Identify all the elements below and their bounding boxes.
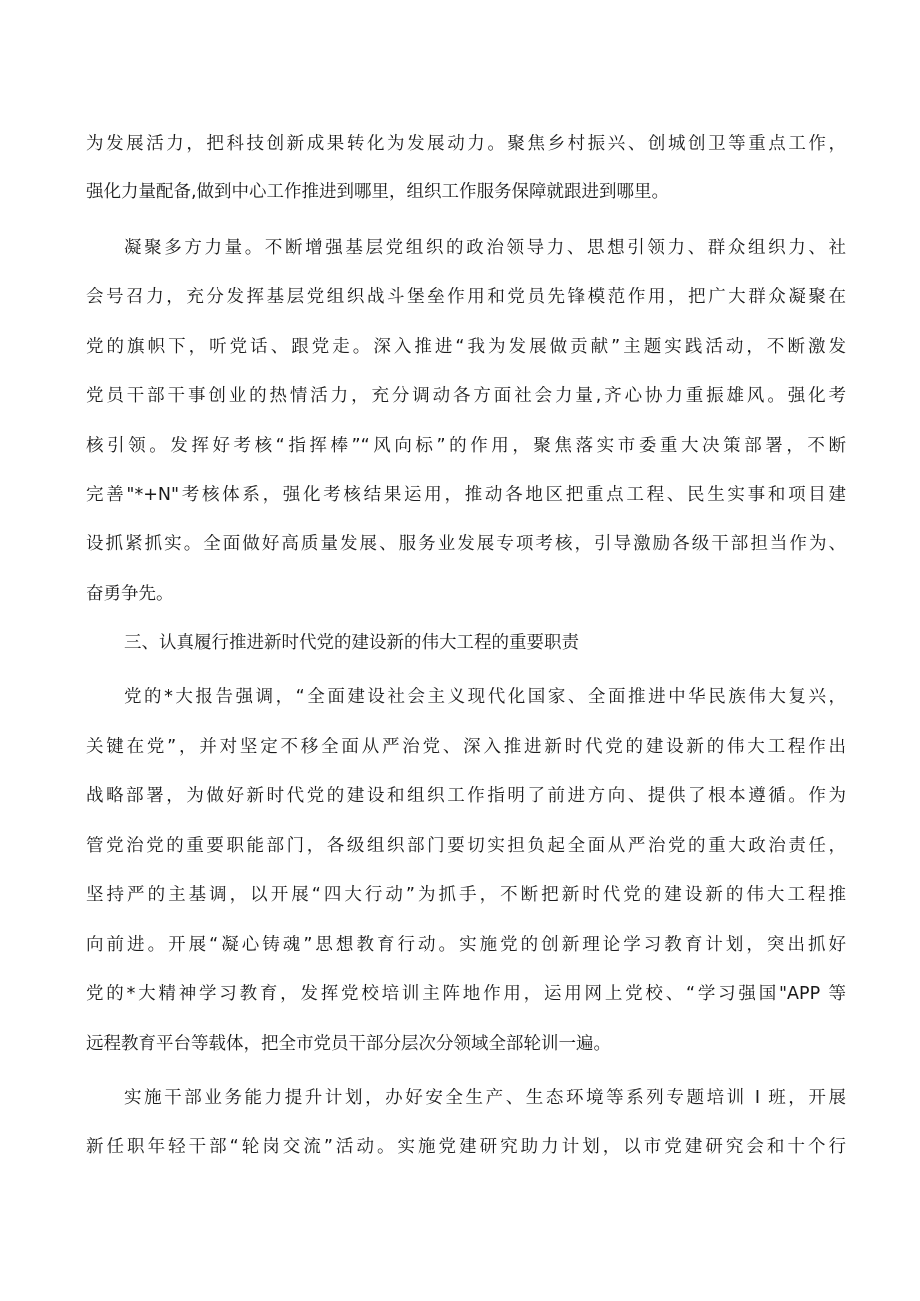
text-line: 战略部署，为做好新时代党的建设和组织工作指明了前进方向、提供了根本遵循。作为 xyxy=(86,786,846,806)
text-line: 核引领。发挥好考核“指挥棒”“风向标”的作用，聚焦落实市委重大决策部署，不断 xyxy=(86,436,846,456)
text-line: 设抓紧抓实。全面做好高质量发展、服务业发展专项考核，引导激励各级干部担当作为、 xyxy=(86,534,846,554)
section-heading: 三、认真履行推进新时代党的建设新的伟大工程的重要职责 xyxy=(124,633,579,653)
text-line: 党的*大精神学习教育，发挥党校培训主阵地作用，运用网上党校、“学习强国"APP 等 xyxy=(86,984,846,1004)
text-line: 会号召力，充分发挥基层党组织战斗堡垒作用和党员先锋模范作用，把广大群众凝聚在 xyxy=(86,287,846,307)
text-line: 奋勇争先。 xyxy=(86,584,174,604)
text-line: 党的旗帜下，听党话、跟党走。深入推进“我为发展做贡献”主题实践活动，不断激发 xyxy=(86,337,846,357)
text-line: 党员干部干事创业的热情活力，充分调动各方面社会力量,齐心协力重振雄风。强化考 xyxy=(86,386,846,406)
text-line: 新任职年轻干部“轮岗交流”活动。实施党建研究助力计划，以市党建研究会和十个行 xyxy=(86,1137,846,1157)
text-line: 关键在党”，并对坚定不移全面从严治党、深入推进新时代党的建设新的伟大工程作出 xyxy=(86,737,846,757)
text-line: 管党治党的重要职能部门，各级组织部门要切实担负起全面从严治党的重大政治责任， xyxy=(86,836,846,856)
text-line: 远程教育平台等载体，把全市党员干部分层次分领域全部轮训一遍。 xyxy=(86,1034,611,1054)
text-line: 党的*大报告强调，“全面建设社会主义现代化国家、全面推进中华民族伟大复兴， xyxy=(124,687,846,707)
text-line: 向前进。开展“凝心铸魂”思想教育行动。实施党的创新理论学习教育计划，突出抓好 xyxy=(86,935,846,955)
text-line: 坚持严的主基调，以开展“四大行动”为抓手，不断把新时代党的建设新的伟大工程推 xyxy=(86,885,846,905)
text-line: 为发展活力，把科技创新成果转化为发展动力。聚焦乡村振兴、创城创卫等重点工作， xyxy=(86,134,846,154)
text-line: 实施干部业务能力提升计划，办好安全生产、生态环境等系列专题培训 I 班，开展 xyxy=(124,1088,846,1108)
text-line: 完善"*+N"考核体系，强化考核结果运用，推动各地区把重点工程、民生实事和项目建 xyxy=(86,485,846,505)
text-line: 凝聚多方力量。不断增强基层党组织的政治领导力、思想引领力、群众组织力、社 xyxy=(124,238,846,258)
text-line: 强化力量配备,做到中心工作推进到哪里，组织工作服务保障就跟进到哪里。 xyxy=(86,182,670,202)
